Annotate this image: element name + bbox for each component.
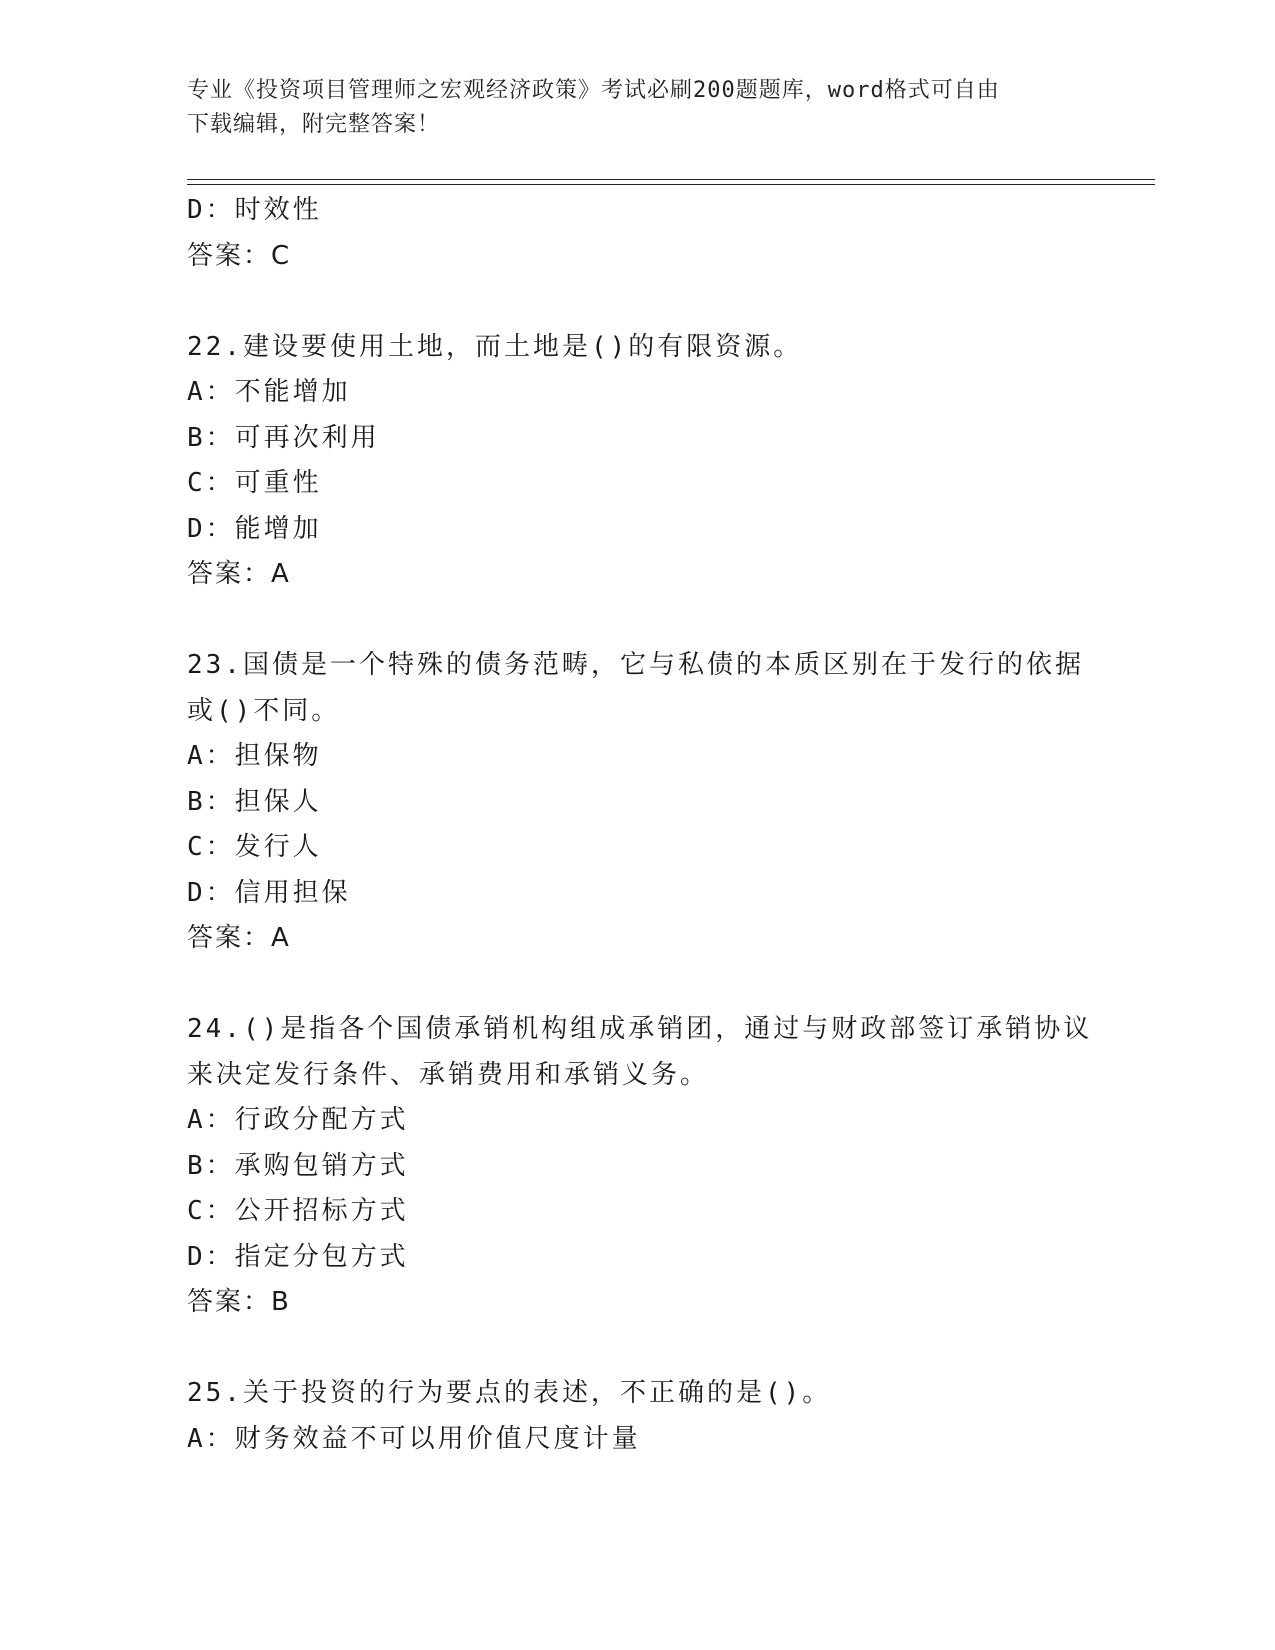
answer: 答案：A bbox=[187, 559, 291, 589]
option-a: A：财务效益不可以用价值尺度计量 bbox=[187, 1423, 641, 1454]
option-c: C：公开招标方式 bbox=[187, 1196, 409, 1226]
question-stem-line-2: 来决定发行条件、承销费用和承销义务。 bbox=[187, 1059, 710, 1090]
header-rule-bottom bbox=[187, 184, 1155, 185]
header-rule-top bbox=[187, 179, 1155, 180]
spacer bbox=[187, 279, 1087, 325]
answer: 答案：A bbox=[187, 923, 291, 953]
question-stem: 22.建设要使用土地，而土地是()的有限资源。 bbox=[187, 331, 803, 362]
header-line-1: 专业《投资项目管理师之宏观经济政策》考试必刷200题题库，word格式可自由 bbox=[187, 78, 1000, 103]
spacer bbox=[187, 962, 1087, 1008]
option-b: B：担保人 bbox=[187, 786, 322, 817]
option-d: D：信用担保 bbox=[187, 877, 351, 908]
option-a: A：担保物 bbox=[187, 741, 322, 771]
header-line-2: 下载编辑，附完整答案！ bbox=[187, 112, 441, 137]
answer: 答案：B bbox=[187, 1287, 291, 1317]
option-c: C：可重性 bbox=[187, 468, 322, 498]
spacer bbox=[187, 1326, 1087, 1372]
question-23 bbox=[187, 643, 1087, 962]
option-c: C：发行人 bbox=[187, 832, 322, 862]
question-stem-line-1: 23.国债是一个特殊的债务范畴，它与私债的本质区别在于发行的依据 bbox=[187, 650, 1084, 680]
question-25 bbox=[187, 1371, 1087, 1462]
option-b: B：可再次利用 bbox=[187, 422, 380, 453]
option-d: D：指定分包方式 bbox=[187, 1241, 409, 1272]
option-d: D：能增加 bbox=[187, 513, 322, 544]
question-stem: 25.关于投资的行为要点的表述，不正确的是()。 bbox=[187, 1378, 832, 1408]
option-a: A：不能增加 bbox=[187, 377, 351, 407]
question-22 bbox=[187, 325, 1087, 598]
question-24 bbox=[187, 1007, 1093, 1326]
spacer bbox=[187, 598, 1087, 644]
question-stem-line-2: 或()不同。 bbox=[187, 695, 341, 726]
prev-option-d: D：时效性 bbox=[187, 195, 322, 225]
page-header bbox=[187, 74, 1067, 142]
question-stem-line-1: 24.()是指各个国债承销机构组成承销团，通过与财政部签订承销协议 bbox=[187, 1014, 1093, 1044]
question-list bbox=[187, 188, 1093, 1462]
option-a: A：行政分配方式 bbox=[187, 1105, 409, 1135]
option-b: B：承购包销方式 bbox=[187, 1150, 409, 1181]
prev-answer: 答案：C bbox=[187, 240, 292, 271]
